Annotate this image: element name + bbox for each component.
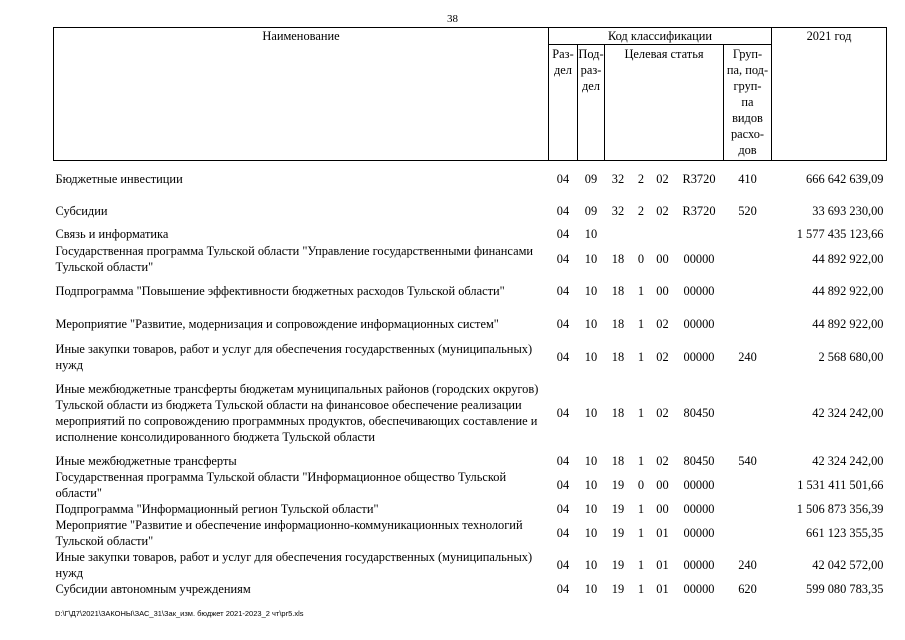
row-podrazdel: 09 — [584, 204, 598, 218]
row-target-subprogram: 1 — [637, 502, 645, 516]
row-expense-type — [724, 469, 772, 501]
row-podrazdel: 10 — [584, 478, 598, 492]
row-expense-type — [724, 501, 772, 517]
table-row — [54, 197, 887, 225]
row-target-subprogram: 0 — [637, 478, 645, 492]
row-razdel: 04 — [556, 502, 570, 516]
row-target-direction: 00000 — [683, 317, 715, 331]
row-razdel: 04 — [556, 406, 570, 420]
row-target-direction: R3720 — [682, 204, 716, 218]
row-name: Государственная программа Тульской области "Управление государственными финансами Тульской области" — [55, 244, 534, 274]
row-podrazdel: 10 — [584, 317, 598, 331]
row-podrazdel: 10 — [584, 526, 598, 540]
row-target-event: 02 — [656, 317, 669, 331]
row-razdel: 04 — [556, 558, 570, 572]
row-razdel: 04 — [556, 204, 570, 218]
row-target-program: 18 — [611, 406, 625, 420]
row-target-program: 18 — [611, 284, 625, 298]
row-amount: 42 324 242,00 — [812, 406, 884, 420]
table-row — [54, 161, 887, 197]
row-podrazdel: 10 — [584, 350, 598, 364]
row-target-event: 00 — [656, 284, 669, 298]
row-podrazdel: 10 — [584, 227, 598, 241]
row-razdel: 04 — [556, 478, 570, 492]
header-target: Целевая статья — [605, 45, 724, 161]
row-target-subprogram: 1 — [637, 454, 645, 468]
row-name: Бюджетные инвестиции — [55, 172, 183, 186]
row-razdel: 04 — [556, 284, 570, 298]
row-target-subprogram: 0 — [637, 252, 645, 266]
header-year: 2021 год — [772, 28, 887, 161]
row-target-direction: R3720 — [682, 172, 716, 186]
table-row — [54, 341, 887, 373]
row-target-event: 02 — [656, 204, 669, 218]
row-target-program: 19 — [611, 526, 625, 540]
row-podrazdel: 10 — [584, 252, 598, 266]
header-vid: Груп- па, под- груп- па видов расхо- дов — [724, 45, 772, 161]
row-target-direction: 80450 — [683, 406, 715, 420]
row-amount: 1 531 411 501,66 — [797, 478, 884, 492]
row-razdel: 04 — [556, 252, 570, 266]
row-name: Подпрограмма "Повышение эффективности бюджетных расходов Тульской области" — [55, 284, 505, 298]
row-expense-type: 240 — [738, 558, 757, 572]
row-target-event: 02 — [656, 350, 669, 364]
header-code-group: Код классификации — [549, 28, 772, 45]
table-row — [54, 501, 887, 517]
row-target-program: 19 — [611, 558, 625, 572]
row-target-program: 18 — [611, 454, 625, 468]
row-target-event: 01 — [656, 558, 669, 572]
row-name: Мероприятие "Развитие и обеспечение информационно-коммуникационных технологий Тульской области" — [55, 518, 523, 548]
row-amount: 42 324 242,00 — [812, 454, 884, 468]
row-expense-type: 520 — [738, 204, 757, 218]
row-name: Подпрограмма "Информационный регион Тульской области" — [55, 502, 379, 516]
row-amount: 44 892 922,00 — [812, 317, 884, 331]
row-podrazdel: 10 — [584, 406, 598, 420]
table-row — [54, 225, 887, 243]
row-expense-type: 240 — [738, 350, 757, 364]
row-name: Иные межбюджетные трансферты — [55, 454, 237, 468]
row-target-direction: 00000 — [683, 502, 715, 516]
row-amount: 44 892 922,00 — [812, 252, 884, 266]
table-row — [54, 549, 887, 581]
row-amount: 42 042 572,00 — [812, 558, 884, 572]
row-target-program: 32 — [611, 204, 625, 218]
row-amount: 1 506 873 356,39 — [796, 502, 884, 516]
row-podrazdel: 10 — [584, 558, 598, 572]
row-amount: 1 577 435 123,66 — [796, 227, 884, 241]
table-row — [54, 373, 887, 453]
table-row — [54, 275, 887, 307]
row-target-program: 19 — [611, 478, 625, 492]
table-row — [54, 581, 887, 597]
row-target-direction: 00000 — [683, 526, 715, 540]
row-target-direction: 00000 — [683, 284, 715, 298]
row-amount: 666 642 639,09 — [806, 172, 884, 186]
row-target-event: 02 — [656, 406, 669, 420]
row-target-subprogram: 2 — [637, 204, 645, 218]
row-podrazdel: 10 — [584, 454, 598, 468]
row-expense-type — [724, 225, 772, 243]
row-target-subprogram: 1 — [637, 582, 645, 596]
row-podrazdel: 10 — [584, 502, 598, 516]
row-razdel: 04 — [556, 172, 570, 186]
row-target-subprogram: 1 — [637, 350, 645, 364]
row-target-event: 00 — [656, 502, 669, 516]
row-name: Мероприятие "Развитие, модернизация и сопровождение информационных систем" — [55, 317, 499, 331]
row-target-subprogram: 1 — [637, 526, 645, 540]
row-expense-type — [724, 243, 772, 275]
row-amount: 33 693 230,00 — [812, 204, 884, 218]
row-target-direction: 00000 — [683, 350, 715, 364]
row-podrazdel: 10 — [584, 582, 598, 596]
row-razdel: 04 — [556, 526, 570, 540]
row-amount: 599 080 783,35 — [806, 582, 884, 596]
file-path-footer: D:\Г\Д7\2021\ЗАКОНЫ\ЗАС_31\Зак_изм. бюджет 2021-2023_2 чт\pr5.xls — [55, 609, 304, 618]
row-target-program: 19 — [611, 582, 625, 596]
row-target-direction: 80450 — [683, 454, 715, 468]
row-target-event: 02 — [656, 172, 669, 186]
row-target-direction: 00000 — [683, 558, 715, 572]
row-target-program — [605, 225, 632, 243]
row-target-direction: 00000 — [683, 478, 715, 492]
table-row — [54, 469, 887, 501]
table-row — [54, 517, 887, 549]
row-razdel: 04 — [556, 350, 570, 364]
row-razdel: 04 — [556, 582, 570, 596]
row-target-direction: 00000 — [683, 252, 715, 266]
row-target-subprogram: 1 — [637, 406, 645, 420]
row-expense-type: 620 — [738, 582, 757, 596]
row-amount: 2 568 680,00 — [818, 350, 884, 364]
row-name: Иные закупки товаров, работ и услуг для обеспечения государственных (муниципальных) нужд — [55, 550, 533, 580]
row-target-subprogram — [632, 225, 651, 243]
row-expense-type — [724, 275, 772, 307]
row-name: Связь и информатика — [55, 227, 169, 241]
row-amount: 661 123 355,35 — [806, 526, 884, 540]
row-target-event: 00 — [656, 252, 669, 266]
row-podrazdel: 09 — [584, 172, 598, 186]
row-target-event: 01 — [656, 582, 669, 596]
row-target-direction — [675, 225, 724, 243]
row-name: Иные межбюджетные трансферты бюджетам муниципальных районов (городских округов) Тульской области из бюджета Тульской области на финансовое обеспечение реализации мероприятий по сопровождению программных продуктов, обеспечивающих составление и исполнение консолидированного бюджета Тульской области — [55, 382, 539, 444]
row-target-event: 00 — [656, 478, 669, 492]
row-amount: 44 892 922,00 — [812, 284, 884, 298]
row-podrazdel: 10 — [584, 284, 598, 298]
row-expense-type: 410 — [738, 172, 757, 186]
row-razdel: 04 — [556, 317, 570, 331]
row-target-program: 18 — [611, 252, 625, 266]
header-name: Наименование — [54, 28, 549, 161]
row-name: Иные закупки товаров, работ и услуг для обеспечения государственных (муниципальных) нужд — [55, 342, 533, 372]
row-target-event: 02 — [656, 454, 669, 468]
row-target-subprogram: 1 — [637, 284, 645, 298]
row-name: Субсидии автономным учреждениям — [55, 582, 251, 596]
row-razdel: 04 — [556, 454, 570, 468]
table-row — [54, 453, 887, 469]
row-target-program: 18 — [611, 317, 625, 331]
row-target-program: 19 — [611, 502, 625, 516]
row-target-subprogram: 1 — [637, 558, 645, 572]
page-number: 38 — [447, 13, 458, 25]
budget-table — [53, 27, 887, 597]
row-expense-type — [724, 373, 772, 453]
header-razdel: Раз- дел — [549, 45, 578, 161]
row-target-event — [651, 225, 675, 243]
row-target-program: 32 — [611, 172, 625, 186]
row-razdel: 04 — [556, 227, 570, 241]
row-expense-type: 540 — [738, 454, 757, 468]
row-target-subprogram: 1 — [637, 317, 645, 331]
row-expense-type — [724, 307, 772, 341]
row-expense-type — [724, 517, 772, 549]
row-name: Субсидии — [55, 204, 108, 218]
row-target-direction: 00000 — [683, 582, 715, 596]
table-row — [54, 307, 887, 341]
row-name: Государственная программа Тульской области "Информационное общество Тульской области" — [55, 470, 507, 500]
row-target-event: 01 — [656, 526, 669, 540]
row-target-program: 18 — [611, 350, 625, 364]
table-row — [54, 243, 887, 275]
row-target-subprogram: 2 — [637, 172, 645, 186]
header-podrazdel: Под- раз- дел — [578, 45, 605, 161]
